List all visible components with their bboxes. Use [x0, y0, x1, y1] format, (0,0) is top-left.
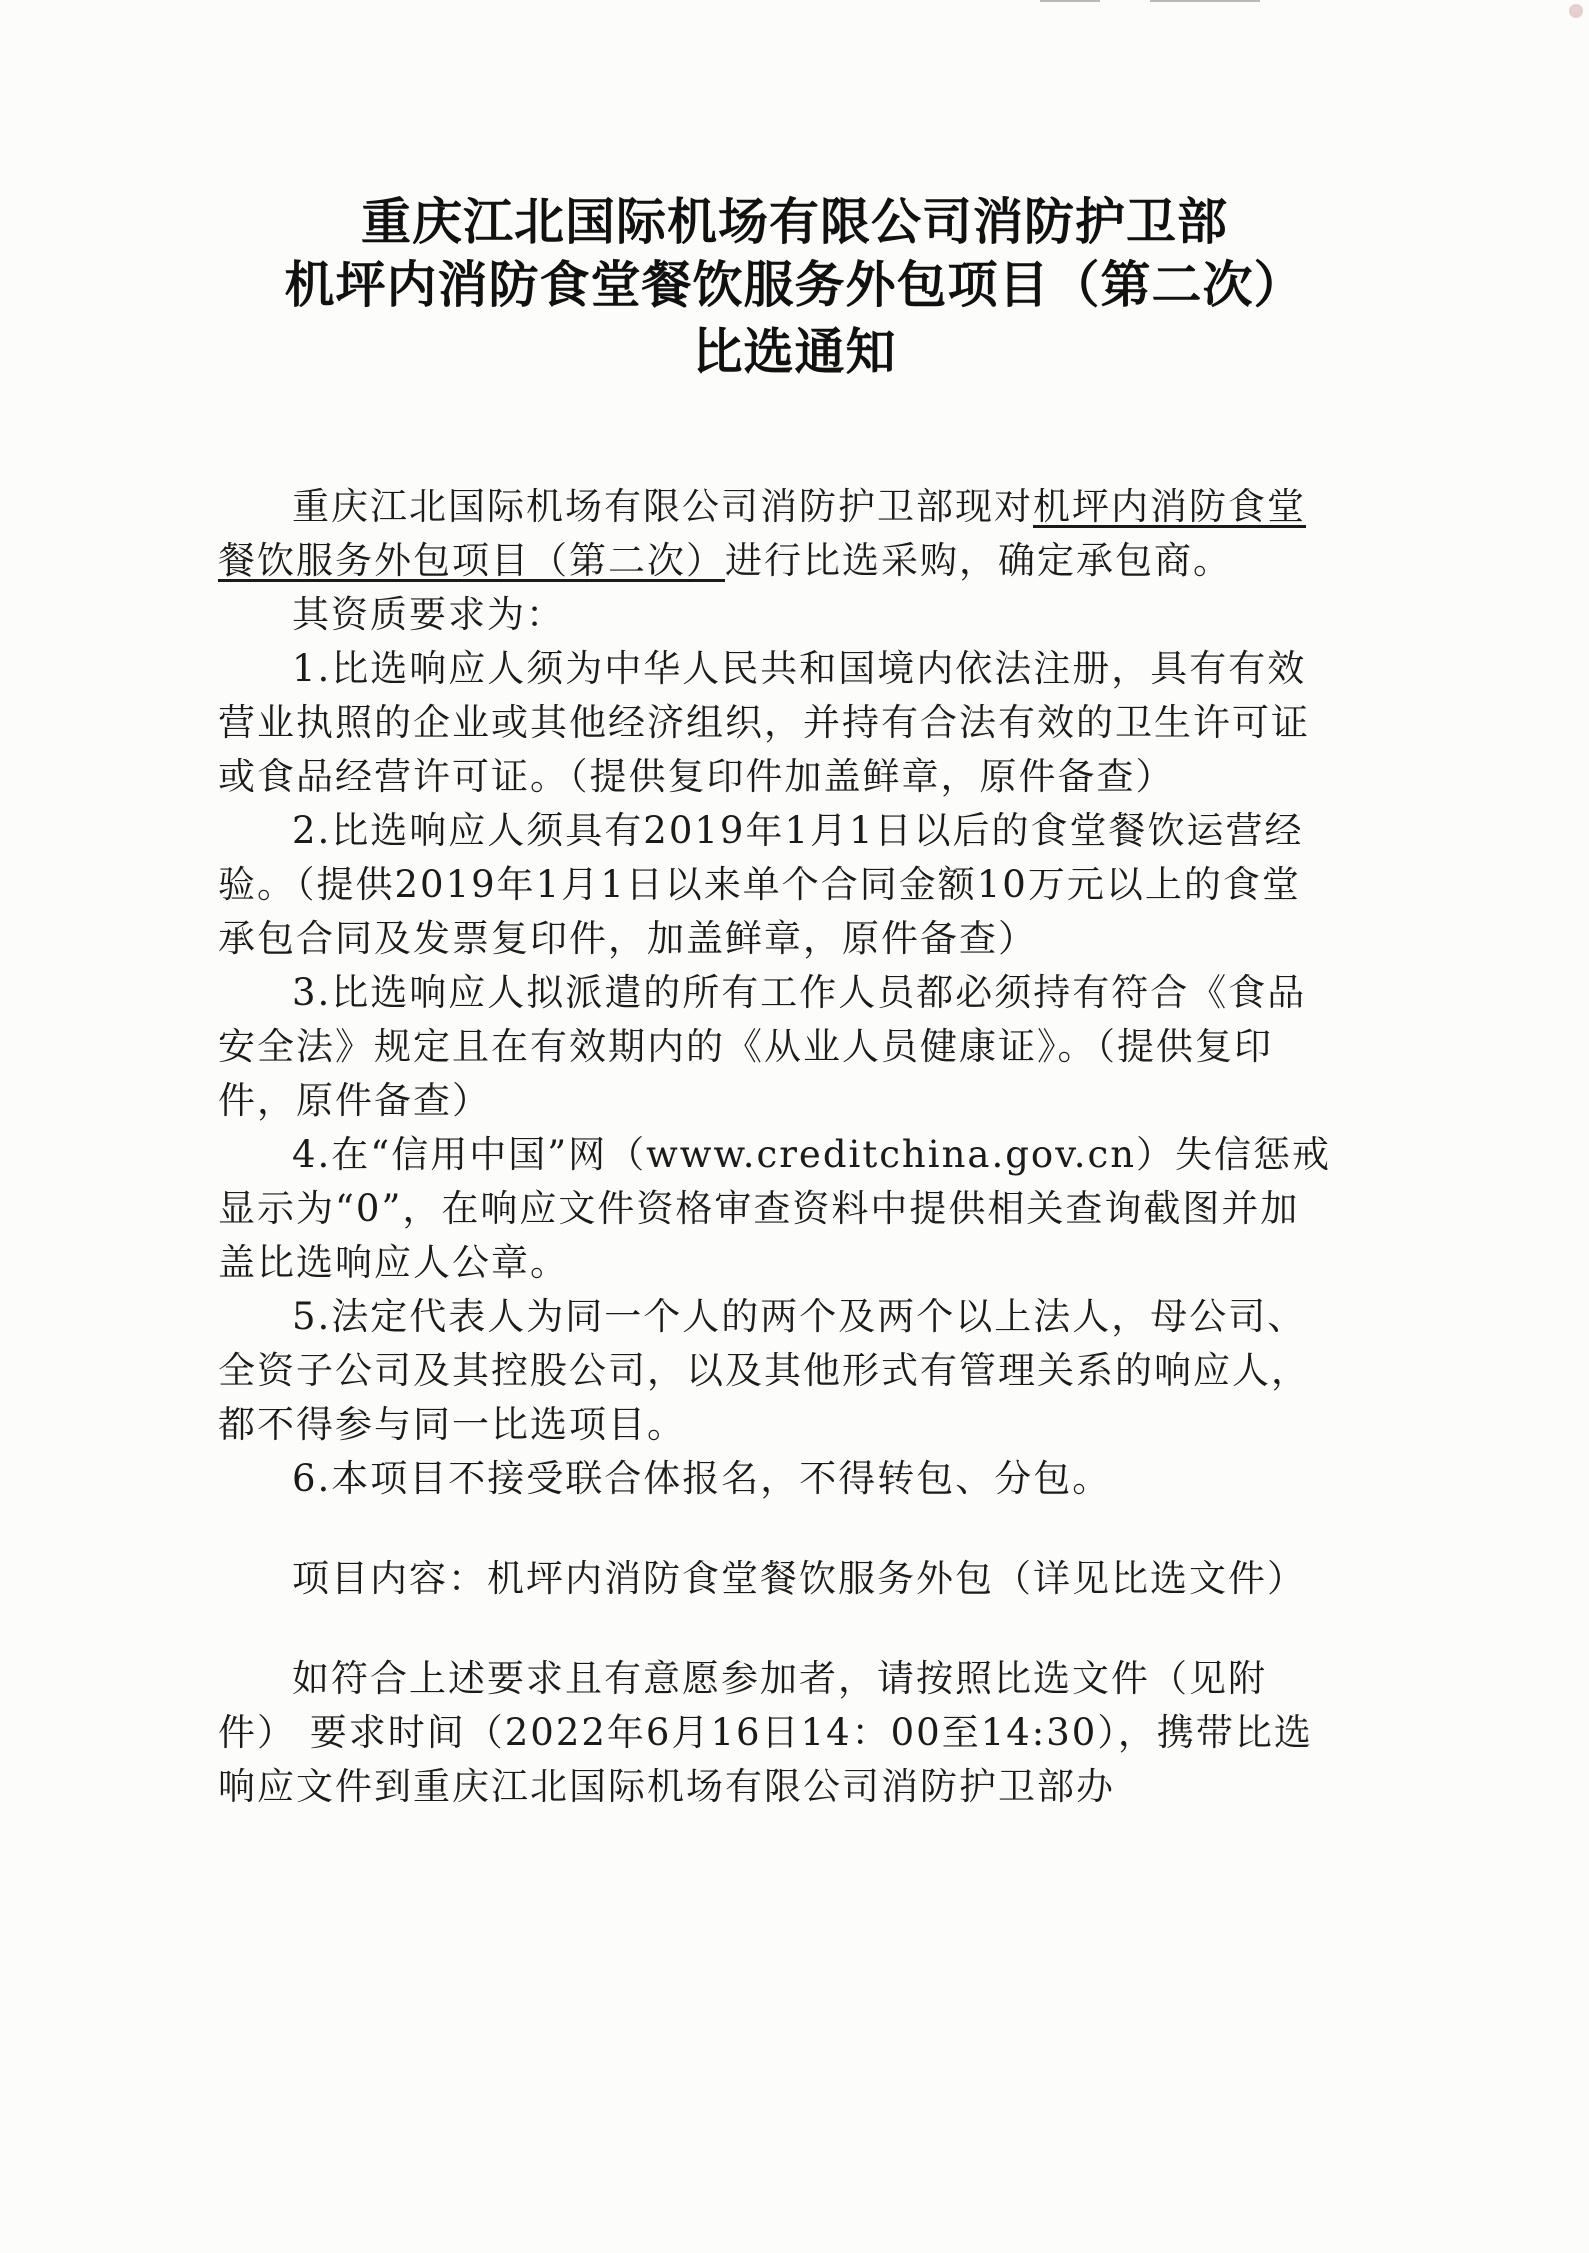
paragraph-gap — [218, 1506, 1338, 1552]
title-line-2: 机坪内消防食堂餐饮服务外包项目（第二次） — [284, 256, 1305, 314]
requirement-item: 4.在“信用中国”网（www.creditchina.gov.cn）失信惩戒显示为“0”，在响应文件资格审查资料中提供相关查询截图并加盖比选响应人公章。 — [218, 1133, 1332, 1284]
requirement-item: 2.比选响应人须具有2019年1月1日以后的食堂餐饮运营经验。（提供2019年1月1日以来单个合同金额10万元以上的食堂承包合同及发票复印件，加盖鲜章，原件备查） — [218, 809, 1304, 960]
paragraph-gap — [218, 1606, 1338, 1652]
project-name: 机坪内消防食堂餐饮服务外包项目（第二次） — [218, 485, 1306, 582]
intro-paragraph — [218, 480, 1338, 588]
title-line-1: 重庆江北国际机场有限公司消防护卫部 — [361, 193, 1228, 251]
intro-text-start: 重庆江北国际机场有限公司消防护卫部现对 — [292, 485, 1033, 528]
closing-paragraph: 如符合上述要求且有意愿参加者，请按照比选文件（见附件） 要求时间（2022年6月16日14：00至14:30），携带比选响应文件到重庆江北国际机场有限公司消防护卫部办 — [218, 1657, 1313, 1808]
title-line-3: 比选通知 — [692, 323, 897, 381]
scan-edge-mark — [1150, 0, 1260, 2]
requirements-heading: 其资质要求为： — [292, 593, 565, 636]
corner-stamp-mark — [1569, 4, 1583, 18]
requirement-item: 5.法定代表人为同一个人的两个及两个以上法人，母公司、全资子公司及其控股公司，以及其他形式有管理关系的响应人，都不得参与同一比选项目。 — [218, 1295, 1310, 1446]
requirement-item: 1.比选响应人须为中华人民共和国境内依法注册，具有有效营业执照的企业或其他经济组织，并持有合法有效的卫生许可证或食品经营许可证。（提供复印件加盖鲜章，原件备查） — [218, 647, 1310, 798]
notice-body — [218, 480, 1338, 1814]
project-content-paragraph: 项目内容：机坪内消防食堂餐饮服务外包（详见比选文件） — [292, 1557, 1306, 1600]
scan-edge-mark — [1040, 0, 1100, 2]
requirement-item: 3.比选响应人拟派遣的所有工作人员都必须持有符合《食品安全法》规定且在有效期内的《从业人员健康证》。（提供复印件，原件备查） — [218, 971, 1307, 1122]
requirement-item: 6.本项目不接受联合体报名，不得转包、分包。 — [292, 1457, 1112, 1500]
intro-text-end: 进行比选采购，确定承包商。 — [725, 539, 1232, 582]
